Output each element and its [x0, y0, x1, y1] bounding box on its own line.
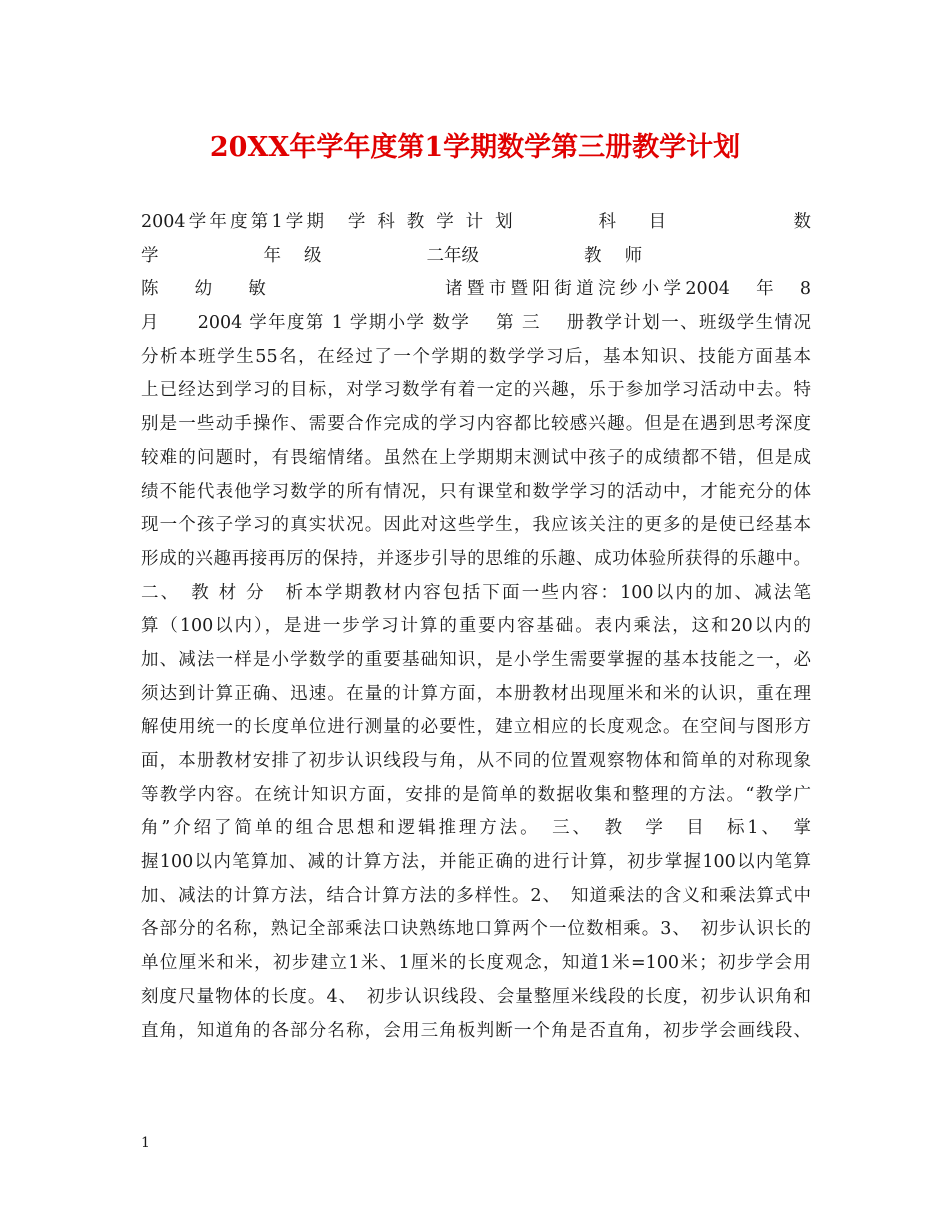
text-line: 各部分的名称，熟记全部乘法口诀熟练地口算两个一位数相乘。3、 初步认识长的 — [141, 919, 811, 940]
text-line: 二、 教 材 分 析本学期教材内容包括下面一些内容：100以内的加、减法笔 — [141, 582, 811, 603]
text-line: 绩不能代表他学习数学的所有情况，只有课堂和数学学习的活动中，才能充分的体 — [141, 481, 811, 502]
text-line: 直角，知道角的各部分名称，会用三角板判断一个角是否直角，初步学会画线段、 — [141, 1020, 811, 1041]
text-line: 角”介绍了简单的组合思想和逻辑推理方法。 三、 教 学 目 标1、 掌 — [141, 818, 811, 839]
text-line: 较难的问题时，有畏缩情绪。虽然在上学期期末测试中孩子的成绩都不错，但是成 — [141, 447, 811, 468]
text-line: 解使用统一的长度单位进行测量的必要性，建立相应的长度观念。在空间与图形方 — [141, 717, 811, 738]
text-line: 加、减法的计算方法，结合计算方法的多样性。2、 知道乘法的含义和乘法算式中 — [141, 885, 811, 906]
text-line: 刻度尺量物体的长度。4、 初步认识线段、会量整厘米线段的长度，初步认识角和 — [141, 986, 811, 1007]
page-title: 20XX年学年度第1学期数学第三册教学计划 — [209, 132, 741, 163]
page-number: 1 — [141, 1135, 150, 1151]
text-line: 月 2004 学年度第 1 学期小学 数学 第 三 册教学计划一、班级学生情况 — [141, 313, 811, 334]
text-line: 分析本班学生55名，在经过了一个学期的数学学习后，基本知识、技能方面基本 — [141, 346, 811, 367]
text-line: 单位厘米和米，初步建立1米、1厘米的长度观念，知道1米=100米；初步学会用 — [141, 953, 811, 974]
text-line: 面，本册教材安排了初步认识线段与角，从不同的位置观察物体和简单的对称现象 — [141, 751, 811, 771]
text-line: 握100以内笔算加、减的计算方法，并能正确的进行计算，初步掌握100以内笔算 — [141, 852, 811, 873]
text-line: 形成的兴趣再接再厉的保持，并逐步引导的思维的乐趣、成功体验所获得的乐趣中。 — [141, 548, 811, 569]
text-line: 上已经达到学习的目标，对学习数学有着一定的兴趣，乐于参加学习活动中去。特 — [141, 380, 811, 401]
text-line: 须达到计算正确、迅速。在量的计算方面，本册教材出现厘米和米的认识，重在理 — [141, 683, 811, 704]
text-line: 加、减法一样是小学数学的重要基础知识，是小学生需要掌握的基本技能之一，必 — [141, 649, 811, 670]
text-line: 2004学年度第1学期 学 科 教 学 计 划 科 目 数 — [141, 212, 811, 232]
text-line: 等教学内容。在统计知识方面，安排的是简单的数据收集和整理的方法。“教学广 — [141, 784, 811, 805]
text-line: 算（100以内），是进一步学习计算的重要内容基础。表内乘法，这和20以内的 — [141, 616, 811, 637]
body-text — [141, 206, 811, 1048]
text-line: 陈 幼 敏 诸暨市暨阳街道浣纱小学2004 年 8 — [141, 279, 811, 300]
text-line: 学 年 级 二年级 教 师 — [141, 245, 643, 266]
text-line: 现一个孩子学习的真实状况。因此对这些学生，我应该关注的更多的是使已经基本 — [141, 515, 811, 536]
text-line: 别是一些动手操作、需要合作完成的学习内容都比较感兴趣。但是在遇到思考深度 — [141, 414, 811, 435]
